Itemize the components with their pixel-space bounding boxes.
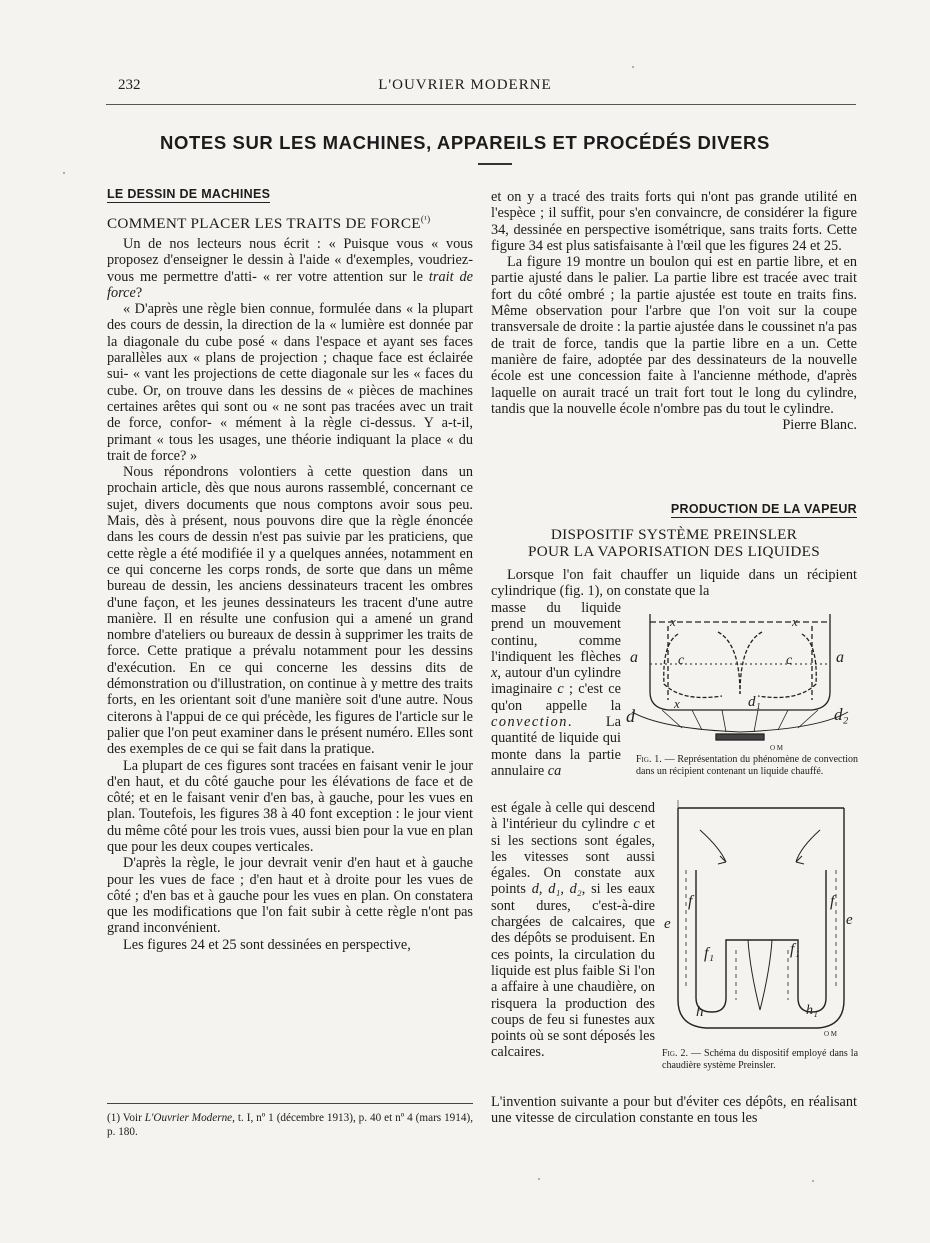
label-f1: f₁ bbox=[790, 941, 801, 958]
paragraph-text: ? bbox=[135, 284, 143, 301]
paragraph-text: La figure 19 montre un boulon qui est en partie libre, et en partie ajusté dans le palier. La partie libre est tracée avec trait fort du côté ombré ; la partie ajustée est toute en traits fins. Même observation pour l'arbre que l'on voit sur la coupe transversale de droite : la partie ajustée dans le coussinet n'a pas de trait de force, tandis que la partie libre en a un. Cette manière de faire, adoptée par des dessinateurs de la nouvelle école est une concession faite à l'ancienne méthode, d'après laquelle on aurait tracé un trait fort tout le long du cylindre, tandis que la nouvelle école n'ombre pas du tout le cylindre. bbox=[491, 254, 857, 417]
paper-speck bbox=[812, 1180, 814, 1182]
label-d2: d₂ bbox=[834, 705, 849, 724]
paragraph-text: ; c'est ce qu'on appelle la bbox=[491, 681, 621, 714]
term-convection: convection bbox=[491, 714, 568, 731]
label-f: f bbox=[830, 893, 835, 910]
label-x: x bbox=[792, 614, 798, 629]
paragraph-text: et si les sections sont égales, les vitesses sont aussi égales. On constate aux points bbox=[491, 816, 655, 898]
paragraph bbox=[491, 254, 857, 434]
label-a: a bbox=[630, 649, 638, 666]
inner-partition bbox=[696, 870, 826, 1012]
label-c: c bbox=[678, 653, 685, 668]
paper-speck bbox=[63, 172, 65, 174]
title-rule bbox=[478, 163, 512, 165]
paragraph-text: , autour d'un cylindre imaginaire bbox=[491, 665, 621, 698]
symbol-c: c bbox=[557, 681, 564, 698]
footnote bbox=[107, 1111, 473, 1139]
header-rule bbox=[106, 104, 856, 105]
paragraph-text: . La quantité de liquide qui monte dans la partie annulaire bbox=[491, 714, 621, 779]
paragraph: Nous répondrons volontiers à cette question dans un prochain article, dès que nous aurons rassemblé, concernant ce sujet, divers documents que nous comptons avoir sous peu. Mais, dès à présent, nous pouvons dire que la règle énoncée dans les cours de dessin n'est pas suivie par les praticiens, que cette règle a été modifiée il y a quelques années, notamment en ce qui concerne les corps ronds, de sorte que dans un même bureau de dessin, les anciens dessinateurs tracent les ombres d'une façon, et les jeunes dessinateurs les tracent d'une autre manière. Il en résulte une confusion qui a amené un grand nombre d'ateliers ou bureaux de dessin à supprimer les traits de force. Cette pratique a prévalu notamment pour les dessins d'exécution. En ce qui concerne les dessins dits de démonstration ou d'illustration, on continue à y mettre des traits forts, en les orientant soit d'une manière soit d'une autre. Nous citerons à l'appui de ce qui précède, les figures de l'article sur le palier que l'on peut examiner dans le présent numéro. Elles sont des exemples de ce qui se fait dans la pratique. bbox=[107, 464, 473, 758]
paragraph: Lorsque l'on fait chauffer un liquide dans un récipient cylindrique (fig. 1), on constate que la bbox=[491, 567, 857, 600]
figure-2-preinsler bbox=[660, 800, 860, 1040]
symbol-x: x bbox=[491, 665, 498, 682]
label-d1: d₁ bbox=[748, 694, 761, 710]
paragraph: « D'après une règle bien connue, formulée dans « la plupart des cours de dessin, la direction de la « lumière est donnée par la diagonale du cube posé « dans l'espace et ayant ses faces parallèles aux « plans de projection ; chaque face est éclairée sui- « vant les projections de cette diagonale sur les « faces du cube. Or, on trouve dans les dessins de « pièces de machines certaines arêtes qui sont ou « ne sont pas tracées avec un trait de force, confor- « mément à la règle ci-dessus. Y a-t-il, primant « tous les usages, une théorie indiquant la place « du trait de force? » bbox=[107, 301, 473, 464]
label-f: f bbox=[688, 893, 693, 910]
caption-text: — Représentation du phénomène de convection dans un récipient contenant un liquide chauffé. bbox=[636, 754, 859, 777]
symbol-ca: ca bbox=[547, 762, 562, 779]
figure-2-caption bbox=[662, 1048, 858, 1071]
left-column-body bbox=[107, 236, 473, 953]
paragraph-wrap-fig2 bbox=[491, 800, 655, 1061]
paragraph-text: masse du liquide prend un mouvement continu, comme l'indiquent les flèches bbox=[491, 600, 621, 665]
article-title-text: COMMENT PLACER LES TRAITS DE FORCE bbox=[107, 215, 421, 233]
paragraph-ending bbox=[491, 1094, 857, 1127]
section-heading-right bbox=[491, 500, 857, 518]
label-e: e bbox=[846, 912, 853, 928]
figure-1-caption bbox=[636, 754, 858, 777]
caption-label: Fig. 1. bbox=[636, 754, 662, 765]
label-x: x bbox=[670, 614, 676, 629]
paragraph: D'après la règle, le jour devrait venir d'en haut et à gauche pour les vues de face ; d'en haut et à droite pour les vues de côté ; d'en bas et à gauche pour les vues en plan. On constatera que les modifications que l'on fait subir à cette règle n'ont pas grand inconvénient. bbox=[107, 855, 473, 937]
caption-text: — Schéma du dispositif employé dans la chaudière système Preinsler. bbox=[662, 1048, 859, 1071]
label-x: x bbox=[674, 696, 680, 711]
footnote-emphasis: L'Ouvrier Moderne bbox=[144, 1112, 233, 1124]
label-d: d bbox=[626, 706, 635, 726]
article-subtitle-line2: POUR LA VAPORISATION DES LIQUIDES bbox=[527, 543, 821, 560]
symbol-c: c bbox=[633, 816, 640, 833]
label-f1: f₁ bbox=[704, 945, 715, 962]
article-subtitle-line1: DISPOSITIF SYSTÈME PREINSLER bbox=[550, 526, 798, 543]
caption-label: Fig. 2. bbox=[662, 1048, 688, 1059]
paragraph: L'invention suivante a pour but d'éviter ces dépôts, en réalisant une vitesse de circulation constante en tous les bbox=[491, 1094, 857, 1127]
running-title: L'OUVRIER MODERNE bbox=[378, 77, 552, 93]
page-title: NOTES SUR LES MACHINES, APPAREILS ET PROCÉDÉS DIVERS bbox=[160, 132, 770, 153]
footnote-text: (1) Voir bbox=[107, 1112, 145, 1124]
footnote-ref: (¹) bbox=[420, 214, 431, 224]
paragraph: La plupart de ces figures sont tracées en faisant venir le jour d'en haut, et du côté gauche pour les élévations de face et de côté; et en le faisant venir d'en bas, à gauche, pour les vues en plan. Toutefois, les figures 38 à 40 font exception : le jour vient du même côté pour les trois vues, aussi bien pour la vue en plan que pour les deux coupes verticales. bbox=[107, 757, 473, 855]
boiler-outline bbox=[678, 808, 844, 1028]
symbol-points: d, d₁, d₂ bbox=[531, 881, 582, 898]
page-number: 232 bbox=[118, 77, 141, 93]
label-a: a bbox=[836, 649, 844, 666]
engraver-mark: O M bbox=[770, 744, 784, 752]
paragraph-intro bbox=[491, 567, 857, 600]
paragraph: et on y a tracé des traits forts qui n'ont pas grande utilité en l'espèce ; il suffit, pour s'en convaincre, de considérer la figure 34, dessinée en perspective isométrique, sans traits forts. Cette figure 34 est plus satisfaisante à l'œil que les figures 24 et 25. bbox=[491, 189, 857, 254]
label-c: c bbox=[786, 653, 793, 668]
paper-speck bbox=[632, 66, 634, 68]
signature: Pierre Blanc. bbox=[782, 417, 857, 434]
article-title bbox=[107, 214, 473, 233]
section-heading-vapeur: PRODUCTION DE LA VAPEUR bbox=[670, 502, 857, 516]
engraver-mark: O M bbox=[824, 1030, 838, 1038]
paragraph-text: est égale à celle qui descend à l'intérieur du cylindre bbox=[491, 800, 655, 833]
footnote-text: , t. I, nº 1 (décembre 1913), p. 40 et nº 4 (mars 1914), p. 180. bbox=[107, 1112, 473, 1138]
right-column-body bbox=[491, 189, 857, 433]
paragraph bbox=[107, 236, 473, 301]
figure-1-convection bbox=[622, 604, 858, 754]
paragraph: Les figures 24 et 25 sont dessinées en perspective, bbox=[123, 936, 411, 953]
label-h: h bbox=[696, 1004, 704, 1020]
label-h1: h₁ bbox=[806, 1003, 818, 1018]
label-e: e bbox=[664, 916, 671, 932]
paragraph-text: Un de nos lecteurs nous écrit : « Puisque vous « vous proposez d'enseigner le dessin à l'aide « d'exemples, voudriez-vous me permettre d'atti- « rer votre attention sur le bbox=[107, 236, 473, 285]
article-subtitle bbox=[491, 526, 857, 560]
paragraph-wrap-fig1 bbox=[491, 600, 621, 779]
section-heading-dessin: LE DESSIN DE MACHINES bbox=[107, 187, 271, 201]
section-heading-left bbox=[107, 185, 270, 203]
footnote-rule bbox=[107, 1103, 473, 1104]
emphasis-text: trait de force bbox=[107, 268, 473, 301]
paragraph-text: , si les eaux sont dures, c'est-à-dire chargées de calcaires, que des dépôts se produisent. En ces points, la circulation du liquide est plus faible Si l'on a affaire à une chaudière, on risquera la production des coups de feu si funestes aux points où se sont déposés les calcaires. bbox=[491, 881, 656, 1061]
paper-speck bbox=[538, 1178, 540, 1180]
